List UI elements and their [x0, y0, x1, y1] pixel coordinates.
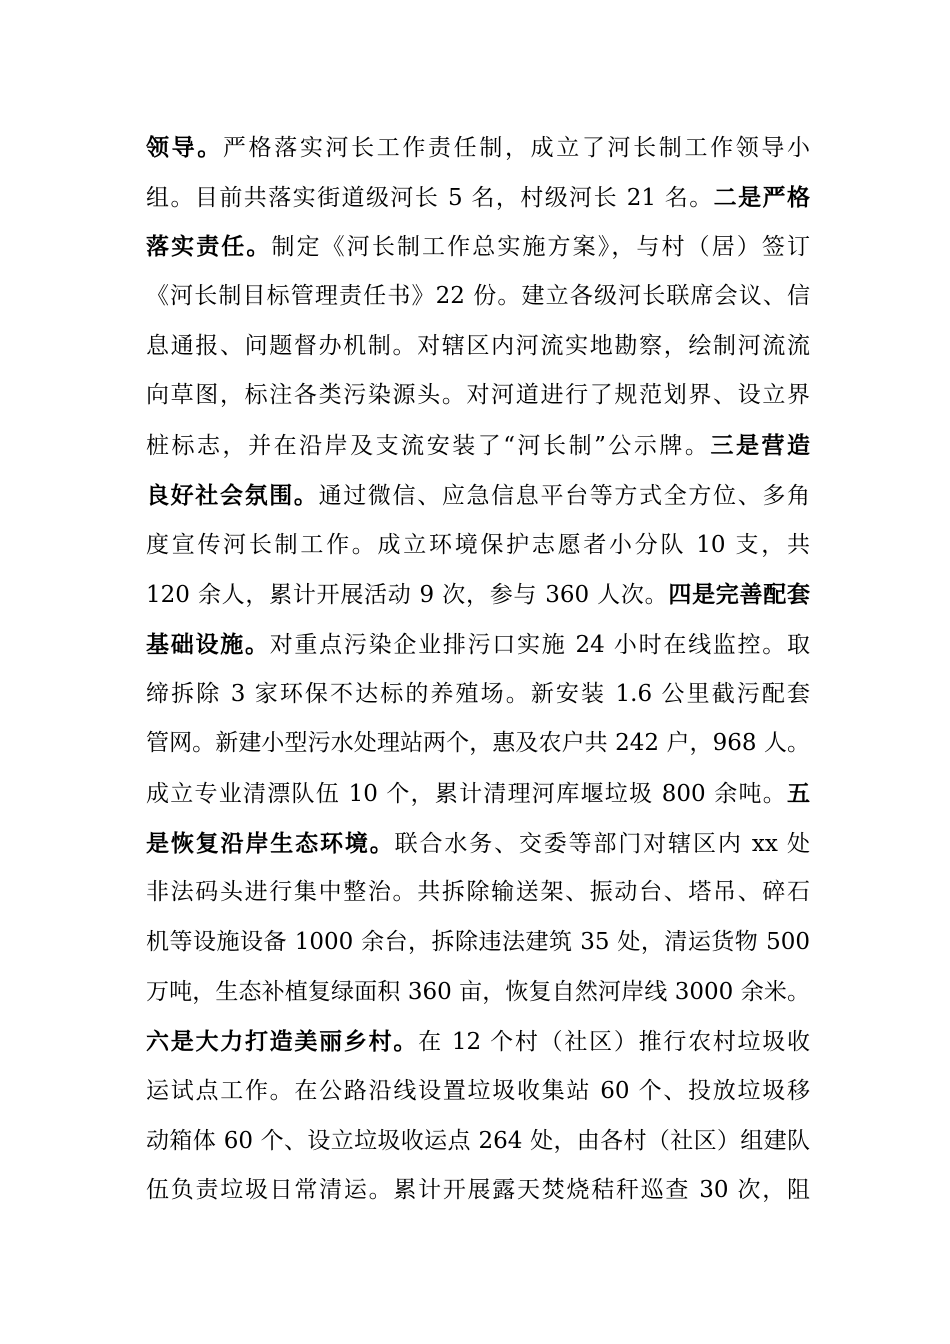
- body-text-run: 动箱体 60 个、设立垃圾收运点 264 处，由各村（社区）组建队: [146, 1127, 810, 1154]
- body-text-run: 制定《河长制工作总实施方案》，与村（居）签订: [271, 234, 811, 261]
- bold-heading-text: 五: [787, 779, 810, 807]
- text-line: [146, 371, 810, 421]
- text-line: [146, 1117, 810, 1167]
- text-line: [146, 968, 810, 1018]
- text-line: [146, 123, 810, 173]
- text-line: [146, 521, 810, 571]
- text-line: [146, 272, 810, 322]
- body-text-run: 组。目前共落实街道级河长 5 名，村级河长 21 名。: [146, 184, 714, 211]
- bold-heading-text: 是恢复沿岸生态环境。: [146, 829, 395, 857]
- body-text-run: 严格落实河长工作责任制，成立了河长制工作领导小: [222, 135, 811, 161]
- text-line: [146, 819, 810, 869]
- text-line: [146, 868, 810, 918]
- body-text-run: 伍负责垃圾日常清运。累计开展露天焚烧秸秆巡查 30 次，阻: [146, 1177, 810, 1204]
- text-line: [146, 570, 810, 620]
- text-line: [146, 620, 810, 670]
- text-line: [146, 322, 810, 372]
- text-line: [146, 173, 810, 223]
- body-paragraph: [146, 123, 810, 1216]
- bold-heading-text: 基础设施。: [146, 630, 270, 658]
- text-line: [146, 222, 810, 272]
- bold-heading-text: 六是大力打造美丽乡村。: [146, 1028, 419, 1056]
- body-text-run: 通过微信、应急信息平台等方式全方位、多角: [318, 482, 811, 509]
- body-text-run: 《河长制目标管理责任书》22 份。建立各级河长联席会议、信: [146, 283, 810, 310]
- body-text-run: 缔拆除 3 家环保不达标的养殖场。新安装 1.6 公里截污配套: [146, 680, 810, 707]
- body-text-run: 对重点污染企业排污口实施 24 小时在线监控。取: [269, 631, 811, 658]
- body-text-run: 120 余人，累计开展活动 9 次，参与 360 人次。: [146, 582, 669, 609]
- text-line: [146, 670, 810, 720]
- body-text-run: 管网。新建小型污水处理站两个，惠及农户共 242 户，968 人。: [146, 730, 810, 757]
- text-line: [146, 1166, 810, 1216]
- body-text-run: 万吨，生态补植复绿面积 360 亩，恢复自然河岸线 3000 余米。: [146, 978, 810, 1005]
- bold-heading-text: 三是营造: [710, 432, 810, 460]
- text-line: [146, 421, 810, 471]
- body-text-run: 息通报、问题督办机制。对辖区内河流实地勘察，绘制河流流: [146, 332, 810, 359]
- text-line: [146, 1067, 810, 1117]
- text-line: [146, 918, 810, 968]
- bold-heading-text: 二是严格: [713, 183, 810, 211]
- text-line: [146, 471, 810, 521]
- body-text-run: 成立专业清漂队伍 10 个，累计清理河库堰垃圾 800 余吨。: [146, 780, 787, 807]
- text-line: [146, 769, 810, 819]
- body-text-run: 在 12 个村（社区）推行农村垃圾收: [418, 1029, 811, 1056]
- body-text-run: 联合水务、交委等部门对辖区内 xx 处: [394, 830, 810, 857]
- bold-heading-text: 良好社会氛围。: [146, 481, 319, 509]
- body-text-run: 桩标志，并在沿岸及支流安装了“河长制”公示牌。: [146, 433, 711, 460]
- bold-heading-text: 四是完善配套: [668, 581, 810, 609]
- body-text-run: 度宣传河长制工作。成立环境保护志愿者小分队 10 支，共: [146, 531, 810, 558]
- body-text-run: 非法码头进行集中整治。共拆除输送架、振动台、塔吊、碎石: [146, 879, 810, 906]
- body-text-run: 运试点工作。在公路沿线设置垃圾收集站 60 个、投放垃圾移: [146, 1078, 810, 1105]
- text-line: [146, 719, 810, 769]
- text-line: [146, 1017, 810, 1067]
- bold-heading-text: 落实责任。: [146, 233, 272, 261]
- body-text-run: 机等设施设备 1000 余台，拆除违法建筑 35 处，清运货物 500: [146, 929, 810, 955]
- body-text-run: 向草图，标注各类污染源头。对河道进行了规范划界、设立界: [146, 382, 810, 409]
- bold-heading-text: 领导。: [146, 134, 223, 161]
